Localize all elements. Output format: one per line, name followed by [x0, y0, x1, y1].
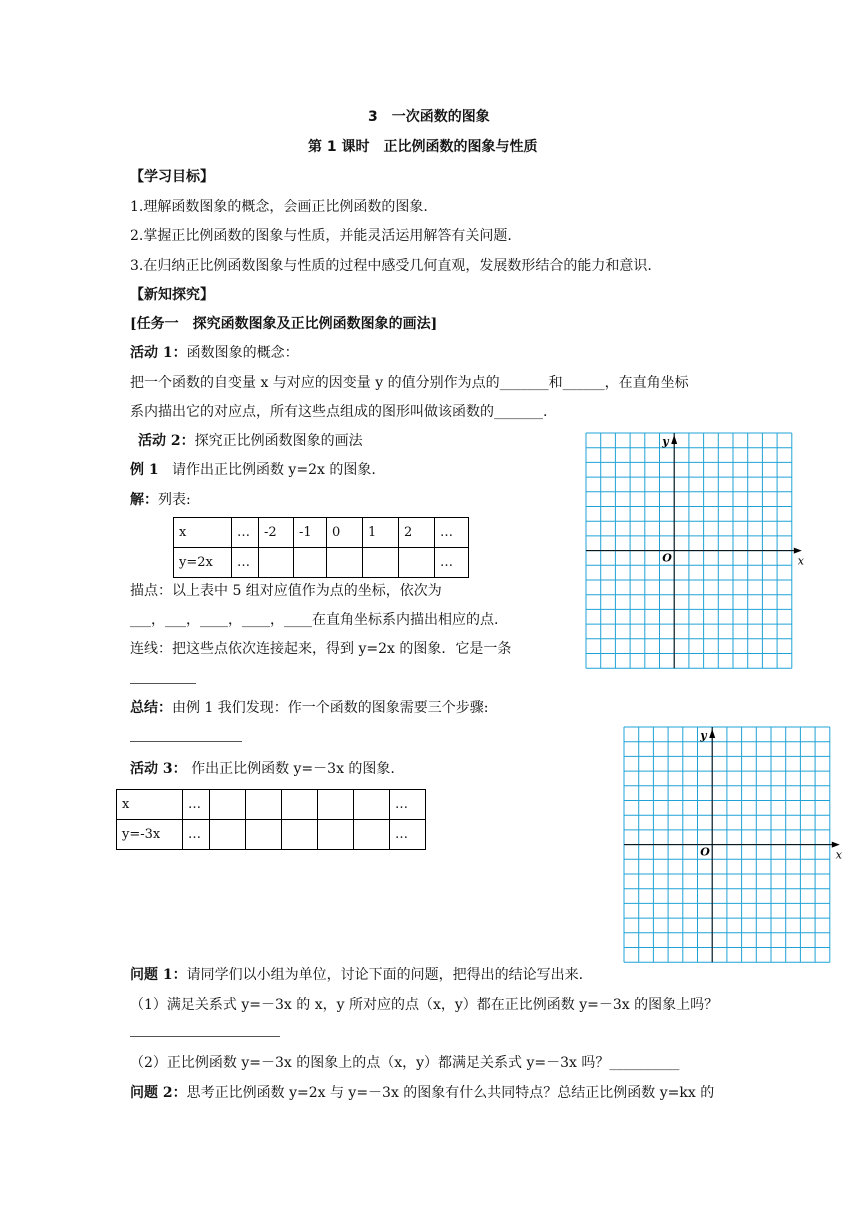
question2-line	[130, 1082, 714, 1102]
table-cell	[246, 820, 282, 850]
question1-text: 请同学们以小组为单位，讨论下面的问题，把得出的结论写出来.	[186, 967, 584, 983]
plot-blanks: ___，___，____，____，____在直角坐标系内描出相应的点.	[130, 612, 499, 628]
example-text: 请作出正比例函数 y=2x 的图象.	[171, 462, 376, 478]
table-cell: …	[183, 790, 210, 820]
activity2-text: 探究正比例函数图象的画法	[194, 433, 363, 449]
explore-heading: 【新知探究】	[130, 287, 214, 303]
answer-blank-line	[130, 1036, 280, 1037]
activity1-label: 活动 1：	[130, 345, 187, 361]
activity3-line	[130, 758, 395, 778]
question1-b: （2）正比例函数 y=－3x 的图象上的点（x，y）都满足关系式 y=－3x 吗？__________	[130, 1055, 680, 1071]
table-cell	[354, 820, 390, 850]
summary-label: 总结：	[130, 700, 172, 716]
table-cell: …	[390, 820, 426, 850]
table-cell: 2	[399, 518, 435, 548]
table-cell: 0	[327, 518, 363, 548]
activity2-line	[138, 430, 363, 450]
connect-text: 连线：把这些点依次连接起来，得到 y=2x 的图象．它是一条	[130, 641, 512, 657]
y-axis-arrow-icon	[709, 729, 715, 738]
coordinate-grid-1	[584, 430, 806, 670]
table-cell	[354, 790, 390, 820]
activity1-line	[130, 342, 299, 362]
activity3-label: 活动 3：	[130, 761, 187, 777]
table-cell: y=-3x	[117, 820, 183, 850]
table-cell: …	[232, 548, 259, 578]
goals-heading: 【学习目标】	[130, 169, 214, 185]
y-axis-label: y	[700, 729, 707, 742]
table-cell: …	[232, 518, 259, 548]
solution-text: 列表:	[158, 492, 191, 508]
table-cell	[327, 548, 363, 578]
activity1-para-1: 把一个函数的自变量 x 与对应的因变量 y 的值分别作为点的_______和______，在直角坐标	[130, 375, 689, 391]
activity3-text: 作出正比例函数 y=－3x 的图象.	[186, 761, 395, 777]
goal-item-1: 1.理解函数图象的概念，会画正比例函数的图象.	[130, 199, 428, 215]
activity1-para-2: 系内描出它的对应点，所有这些点组成的图形叫做该函数的_______.	[130, 404, 548, 420]
question1-a: （1）满足关系式 y=－3x 的 x，y 所对应的点（x，y）都在正比例函数 y=－3x 的图象上吗？	[130, 997, 719, 1013]
table-cell: …	[435, 518, 469, 548]
x-axis-label: x	[835, 848, 843, 862]
values-table-1	[173, 517, 469, 578]
question1-label: 问题 1：	[130, 967, 187, 983]
x-axis-arrow-icon	[832, 842, 840, 848]
question1-line	[130, 964, 583, 984]
y-axis-label: y	[662, 435, 669, 448]
goal-item-3: 3.在归纳正比例函数图象与性质的过程中感受几何直观，发展数形结合的能力和意识.	[130, 258, 652, 274]
values-table-2	[116, 789, 426, 850]
table-cell	[399, 548, 435, 578]
table-row	[174, 518, 469, 548]
table-cell	[259, 548, 294, 578]
table-cell: y=2x	[174, 548, 232, 578]
plot-text: 描点：以上表中 5 组对应值作为点的坐标，依次为	[130, 583, 442, 599]
table-cell: -1	[294, 518, 327, 548]
origin-label: O	[662, 551, 672, 565]
question2-text: 思考正比例函数 y=2x 与 y=－3x 的图象有什么共同特点？总结正比例函数 y=kx 的	[186, 1085, 715, 1101]
solution-line	[130, 489, 191, 509]
answer-blank-line	[130, 683, 196, 684]
lesson-subtitle: 第 1 课时 正比例函数的图象与性质	[308, 139, 538, 155]
answer-blank-line	[130, 741, 242, 742]
table-cell	[363, 548, 399, 578]
x-axis-arrow-icon	[794, 548, 802, 554]
table-cell	[210, 790, 246, 820]
summary-line	[130, 697, 489, 717]
table-cell: …	[183, 820, 210, 850]
goal-item-2: 2.掌握正比例函数的图象与性质，并能灵活运用解答有关问题.	[130, 228, 512, 244]
table-cell: …	[390, 790, 426, 820]
activity2-label: 活动 2：	[138, 433, 195, 449]
table-cell: …	[435, 548, 469, 578]
example-label: 例 1	[130, 462, 159, 478]
table-cell: x	[117, 790, 183, 820]
table-cell	[282, 820, 318, 850]
solution-label: 解：	[130, 492, 158, 508]
table-row	[117, 820, 426, 850]
coordinate-grid-2	[622, 724, 844, 964]
table-row	[174, 548, 469, 578]
question2-label: 问题 2：	[130, 1085, 187, 1101]
table-cell	[318, 820, 354, 850]
summary-text: 由例 1 我们发现：作一个函数的图象需要三个步骤:	[172, 700, 489, 716]
example-line	[130, 459, 376, 479]
task1-heading: [任务一 探究函数图象及正比例函数图象的画法]	[130, 316, 438, 332]
table-cell: x	[174, 518, 232, 548]
y-axis-arrow-icon	[671, 435, 677, 444]
table-cell	[282, 790, 318, 820]
table-cell: 1	[363, 518, 399, 548]
lesson-title: 3 一次函数的图象	[368, 109, 490, 125]
table-cell: -2	[259, 518, 294, 548]
table-cell	[294, 548, 327, 578]
origin-label: O	[700, 845, 710, 859]
activity1-text: 函数图象的概念：	[186, 345, 299, 361]
table-cell	[246, 790, 282, 820]
x-axis-label: x	[797, 554, 805, 568]
table-row	[117, 790, 426, 820]
table-cell	[210, 820, 246, 850]
table-cell	[318, 790, 354, 820]
